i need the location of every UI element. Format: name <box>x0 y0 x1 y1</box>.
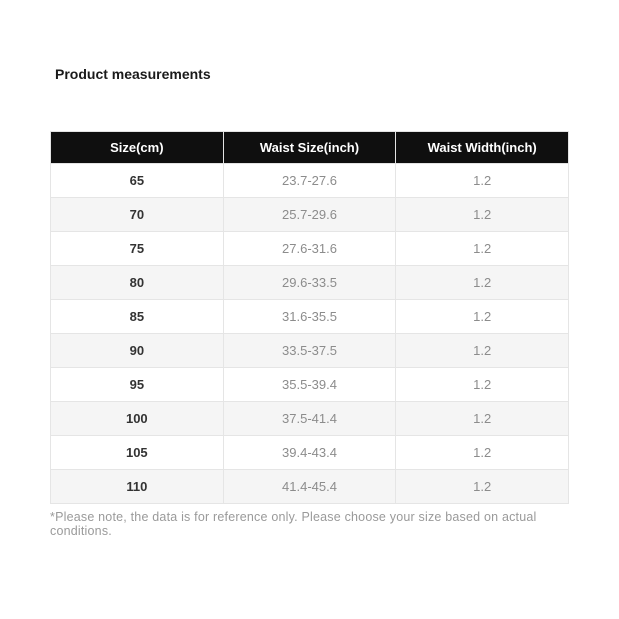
value-cell: 35.5-39.4 <box>223 368 396 402</box>
size-cell: 100 <box>51 402 224 436</box>
value-cell: 1.2 <box>396 436 569 470</box>
size-cell: 85 <box>51 300 224 334</box>
table-body <box>51 164 569 504</box>
table-row <box>51 266 569 300</box>
value-cell: 29.6-33.5 <box>223 266 396 300</box>
table-row <box>51 470 569 504</box>
table-row <box>51 368 569 402</box>
size-cell: 75 <box>51 232 224 266</box>
column-header-2: Waist Width(inch) <box>396 132 569 164</box>
table-row <box>51 402 569 436</box>
value-cell: 1.2 <box>396 266 569 300</box>
size-cell: 70 <box>51 198 224 232</box>
size-cell: 95 <box>51 368 224 402</box>
size-cell: 105 <box>51 436 224 470</box>
table-head <box>51 132 569 164</box>
value-cell: 1.2 <box>396 334 569 368</box>
table-row <box>51 436 569 470</box>
value-cell: 31.6-35.5 <box>223 300 396 334</box>
value-cell: 33.5-37.5 <box>223 334 396 368</box>
table-row <box>51 232 569 266</box>
column-header-0: Size(cm) <box>51 132 224 164</box>
value-cell: 1.2 <box>396 300 569 334</box>
size-cell: 65 <box>51 164 224 198</box>
value-cell: 1.2 <box>396 402 569 436</box>
size-cell: 90 <box>51 334 224 368</box>
value-cell: 27.6-31.6 <box>223 232 396 266</box>
value-cell: 1.2 <box>396 198 569 232</box>
table-header-row <box>51 132 569 164</box>
value-cell: 1.2 <box>396 232 569 266</box>
value-cell: 23.7-27.6 <box>223 164 396 198</box>
table-row <box>51 334 569 368</box>
column-header-1: Waist Size(inch) <box>223 132 396 164</box>
value-cell: 1.2 <box>396 164 569 198</box>
value-cell: 1.2 <box>396 368 569 402</box>
value-cell: 1.2 <box>396 470 569 504</box>
value-cell: 39.4-43.4 <box>223 436 396 470</box>
footnote: *Please note, the data is for reference only. Please choose your size based on actual conditions. <box>50 510 537 538</box>
page-title: Product measurements <box>55 66 211 82</box>
value-cell: 41.4-45.4 <box>223 470 396 504</box>
table-row <box>51 300 569 334</box>
value-cell: 37.5-41.4 <box>223 402 396 436</box>
size-cell: 110 <box>51 470 224 504</box>
table-row <box>51 198 569 232</box>
size-cell: 80 <box>51 266 224 300</box>
value-cell: 25.7-29.6 <box>223 198 396 232</box>
measurements-table <box>50 131 569 504</box>
table-row <box>51 164 569 198</box>
